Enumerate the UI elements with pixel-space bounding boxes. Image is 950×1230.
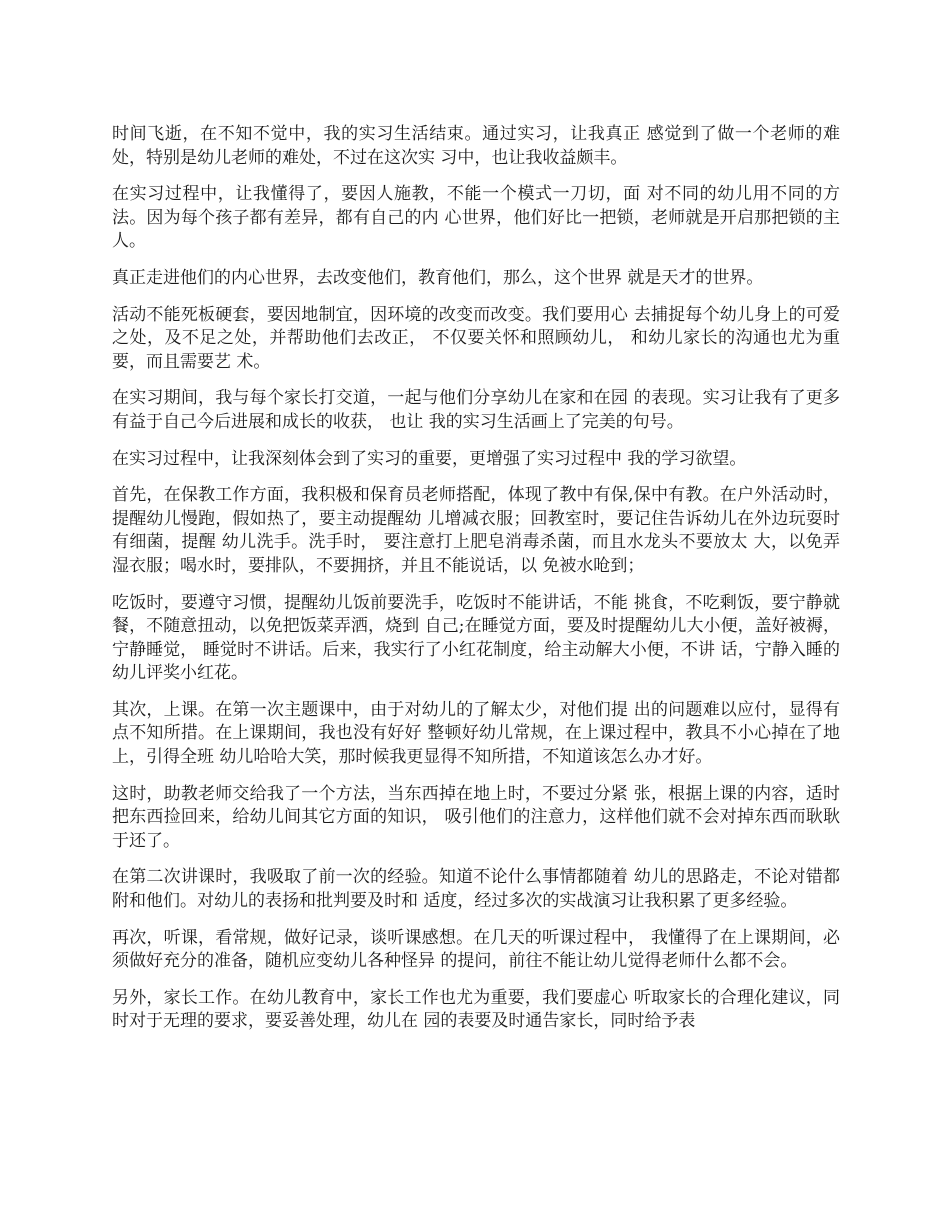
paragraph-8: 吃饭时，要遵守习惯，提醒幼儿饭前要洗手，吃饭时不能讲话，不能 挑食，不吃剩饭，要宁静就餐，不随意扭动，以免把饭菜弄洒，烧到 自己;在睡觉方面，要及时提醒幼儿大小便，盖好被褥，宁静睡觉， 睡觉时不讲话。后来，我实行了小红花制度，给主动解大小便，不讲 话，宁静入睡的幼儿评奖小红花。 — [112, 592, 840, 684]
paragraph-11: 在第二次讲课时，我吸取了前一次的经验。知道不论什么事情都随着 幼儿的思路走，不论对错都附和他们。对幼儿的表扬和批判要及时和 适度，经过多次的实战演习让我积累了更多经验。 — [112, 867, 840, 912]
paragraph-6: 在实习过程中，让我深刻体会到了实习的重要，更增强了实习过程中 我的学习欲望。 — [112, 448, 747, 469]
paragraph-5: 在实习期间，我与每个家长打交道，一起与他们分享幼儿在家和在园 的表现。实习让我有了更多有益于自己今后进展和成长的收获， 也让 我的实习生活画上了完美的句号。 — [112, 388, 840, 432]
paragraph-1: 时间飞逝，在不知不觉中，我的实习生活结束。通过实习，让我真正 感觉到了做一个老师的难处，特别是幼儿老师的难处，不过在这次实 习中，也让我收益颇丰。 — [112, 124, 840, 168]
paragraph-10: 这时，助教老师交给我了一个方法，当东西掉在地上时，不要过分紧 张，根据上课的内容，适时把东西捡回来，给幼儿间其它方面的知识， 吸引他们的注意力，这样他们就不会对掉东西而耿耿于还了。 — [112, 783, 840, 851]
document-body — [112, 123, 840, 1047]
paragraph-3: 真正走进他们的内心世界，去改变他们，教育他们，那么，这个世界 就是天才的世界。 — [112, 267, 764, 288]
paragraph-13: 另外，家长工作。在幼儿教育中，家长工作也尤为重要，我们要虚心 听取家长的合理化建议，同时对于无理的要求，要妥善处理，幼儿在 园的表要及时通告家长，同时给予表 — [112, 987, 840, 1032]
paragraph-9: 其次，上课。在第一次主题课中，由于对幼儿的了解太少，对他们提 出的问题难以应付，显得有点不知所措。在上课期间，我也没有好好 整顿好幼儿常规，在上课过程中，教具不小心掉在了地上，引得全班 幼儿哈哈大笑，那时候我更显得不知所措，不知道该怎么办才好。 — [112, 699, 840, 768]
paragraph-7: 首先，在保教工作方面，我积极和保育员老师搭配，体现了教中有保,保中有教。在户外活动时，提醒幼儿慢跑，假如热了，要主动提醒幼 儿增减衣服；回教室时，要记住告诉幼儿在外边玩耍时有细菌，提醒 幼儿洗手。洗手时， 要注意打上肥皂消毒杀菌，而且水龙头不要放太 大，以免弄湿衣服；喝水时，要排队，不要拥挤，并且不能说话，以 免被水呛到； — [112, 485, 840, 576]
paragraph-2: 在实习过程中，让我懂得了，要因人施教，不能一个模式一刀切，面 对不同的幼儿用不同的方法。因为每个孩子都有差异，都有自己的内 心世界，他们好比一把锁，老师就是开启那把锁的主人。 — [112, 184, 840, 252]
paragraph-12: 再次，听课，看常规，做好记录，谈听课感想。在几天的听课过程中， 我懂得了在上课期间，必须做好充分的准备，随机应变幼儿各种怪异 的提问，前往不能让幼儿觉得老师什么都不会。 — [112, 927, 840, 972]
paragraph-4: 活动不能死板硬套，要因地制宜，因环境的改变而改变。我们要用心 去捕捉每个幼儿身上的可爱之处，及不足之处，并帮助他们去改正， 不仅要关怀和照顾幼儿， 和幼儿家长的沟通也尤为重要，而且需要艺 术。 — [112, 304, 840, 372]
